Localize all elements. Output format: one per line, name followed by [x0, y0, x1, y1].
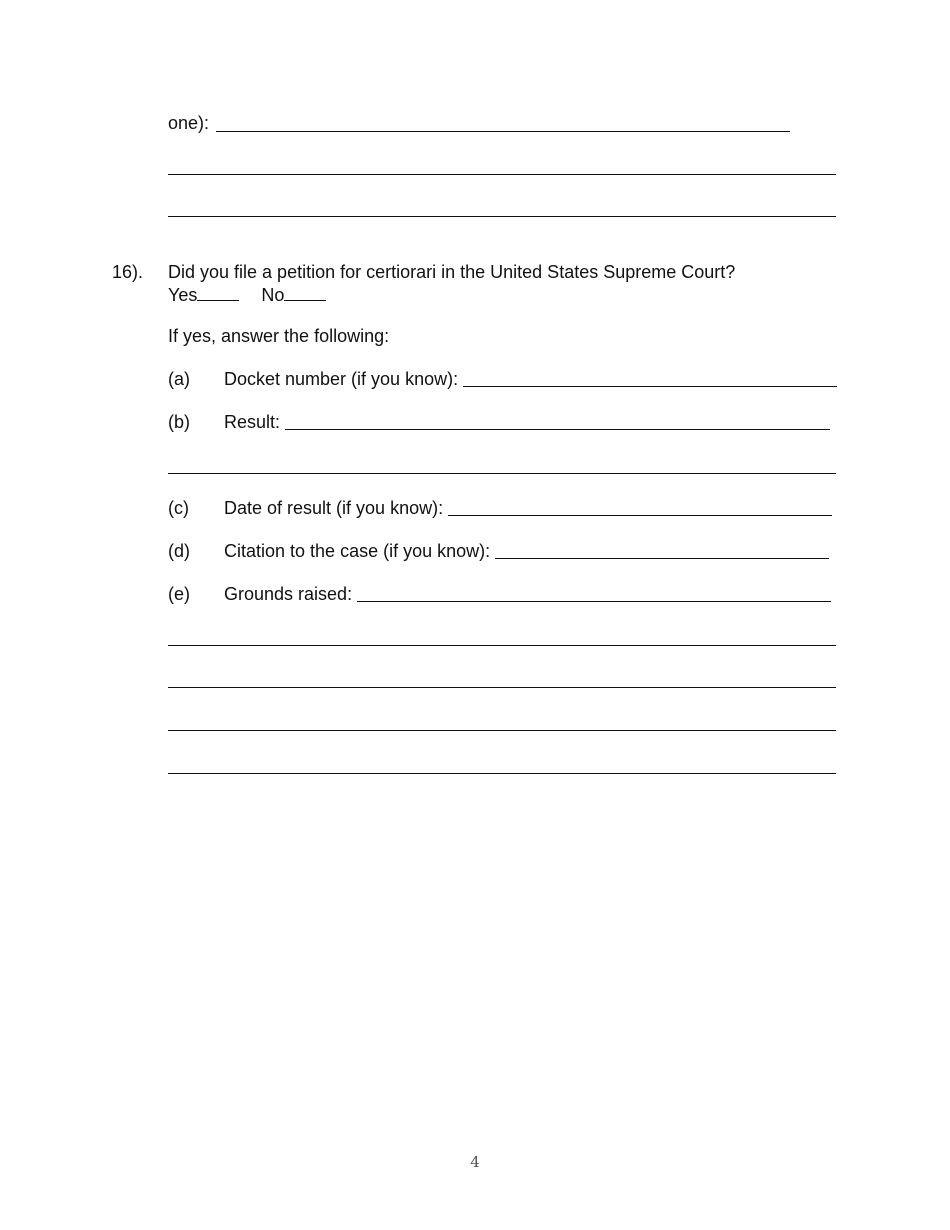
- field-letter: (c): [168, 498, 189, 518]
- yes-blank[interactable]: [197, 284, 239, 301]
- field-label: Citation to the case (if you know):: [224, 541, 491, 561]
- field-letter: (a): [168, 369, 190, 389]
- field-label: Grounds raised:: [224, 584, 353, 604]
- instruction: If yes, answer the following:: [168, 326, 390, 346]
- continuation-extra-line-1[interactable]: [168, 174, 836, 175]
- question-number: 16).: [112, 262, 144, 282]
- continuation-label: one):: [168, 113, 210, 133]
- yes-label: Yes: [168, 285, 198, 305]
- continuation-row: [168, 113, 209, 133]
- field-grounds-raised: [168, 584, 831, 604]
- question-text: Did you file a petition for certiorari in the United States Supreme Court?: [168, 262, 736, 282]
- field-label: Date of result (if you know):: [224, 498, 444, 518]
- field-citation: [168, 541, 829, 561]
- field-docket-number: [168, 369, 837, 389]
- yes-no-row: [168, 284, 326, 305]
- field-letter: (e): [168, 584, 190, 604]
- grounds-extra-line-4[interactable]: [168, 773, 836, 774]
- field-letter: (d): [168, 541, 190, 561]
- field-date-of-result: [168, 498, 832, 518]
- page-number: 4: [470, 1153, 480, 1171]
- field-letter: (b): [168, 412, 190, 432]
- grounds-raised-line[interactable]: [357, 585, 831, 602]
- grounds-extra-line-2[interactable]: [168, 687, 836, 688]
- citation-line[interactable]: [495, 542, 829, 559]
- result-line[interactable]: [285, 413, 830, 430]
- no-label: No: [261, 285, 285, 305]
- result-extra-line[interactable]: [168, 473, 836, 474]
- grounds-extra-line-3[interactable]: [168, 730, 836, 731]
- field-label: Result:: [224, 412, 281, 432]
- field-result: [168, 412, 830, 432]
- grounds-extra-line-1[interactable]: [168, 645, 836, 646]
- no-blank[interactable]: [284, 284, 326, 301]
- continuation-extra-line-2[interactable]: [168, 216, 836, 217]
- field-label: Docket number (if you know):: [224, 369, 459, 389]
- docket-number-line[interactable]: [463, 370, 837, 387]
- continuation-answer-line[interactable]: [216, 131, 790, 132]
- date-of-result-line[interactable]: [448, 499, 832, 516]
